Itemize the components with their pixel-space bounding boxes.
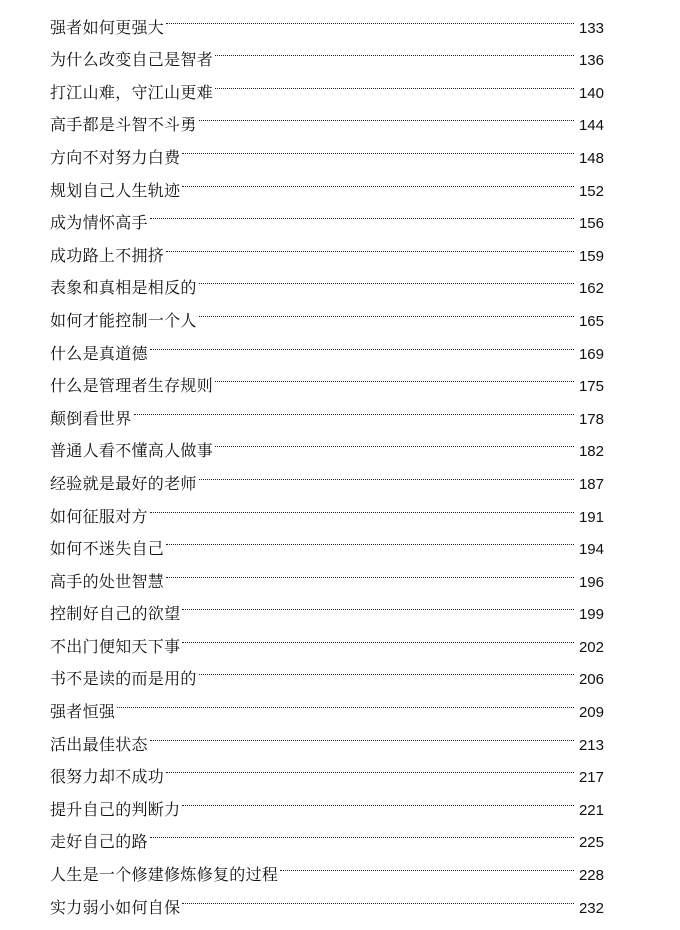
toc-dot-leader <box>150 717 574 750</box>
toc-entry-title: 走好自己的路 <box>50 832 148 852</box>
toc-entry-title: 如何征服对方 <box>50 506 148 526</box>
toc-entry-page-number: 232 <box>578 899 604 917</box>
toc-entry-title: 颠倒看世界 <box>50 408 132 428</box>
toc-dot-leader <box>166 522 574 555</box>
toc-dot-leader <box>280 847 574 880</box>
toc-dot-leader <box>182 880 574 913</box>
toc-dot-leader <box>182 163 574 196</box>
toc-entry-title: 表象和真相是相反的 <box>50 278 197 298</box>
toc-entry-page-number: 228 <box>578 867 604 885</box>
toc-entry-page-number: 221 <box>578 801 604 819</box>
toc-dot-leader <box>199 652 574 685</box>
toc-entry-page-number: 136 <box>578 52 604 70</box>
toc-dot-leader <box>150 489 574 522</box>
toc-entry-page-number: 178 <box>578 410 604 428</box>
toc-entry-page-number: 175 <box>578 378 604 396</box>
toc-entry-title: 成功路上不拥挤 <box>50 245 165 265</box>
toc-entry-title: 人生是一个修建修炼修复的过程 <box>50 865 279 885</box>
toc-entry-title: 强者如何更强大 <box>50 17 165 37</box>
toc-dot-leader <box>166 750 574 783</box>
toc-dot-leader <box>182 619 574 652</box>
toc-dot-leader <box>150 815 574 848</box>
toc-dot-leader <box>215 33 574 66</box>
toc-entry-page-number: 152 <box>578 182 604 200</box>
toc-entry[interactable] <box>50 684 604 722</box>
toc-entry-title: 活出最佳状态 <box>50 734 148 754</box>
toc-dot-leader <box>215 424 574 457</box>
toc-entry-page-number: 196 <box>578 573 604 591</box>
toc-entry-title: 书不是读的而是用的 <box>50 669 197 689</box>
toc-entry-title: 普通人看不懂高人做事 <box>50 441 214 461</box>
toc-entry-title: 高手都是斗智不斗勇 <box>50 115 197 135</box>
toc-dot-leader <box>150 196 574 229</box>
toc-entry-page-number: 206 <box>578 671 604 689</box>
toc-dot-leader <box>199 98 574 131</box>
toc-entry-page-number: 133 <box>578 19 604 37</box>
toc-dot-leader <box>134 391 574 424</box>
toc-entry[interactable] <box>50 0 604 37</box>
toc-entry-page-number: 194 <box>578 541 604 559</box>
toc-dot-leader <box>166 0 574 33</box>
toc-entry-page-number: 182 <box>578 443 604 461</box>
toc-entry[interactable] <box>50 424 604 461</box>
toc-entry-page-number: 199 <box>578 606 604 624</box>
toc-dot-leader <box>150 326 574 359</box>
toc-entry-page-number: 156 <box>578 215 604 233</box>
toc-dot-leader <box>117 684 574 717</box>
toc-entry-page-number: 162 <box>578 280 604 298</box>
toc-entry[interactable] <box>50 391 604 428</box>
toc-entry-page-number: 191 <box>578 508 604 526</box>
toc-entry-title: 经验就是最好的老师 <box>50 473 197 493</box>
toc-entry-title: 规划自己人生轨迹 <box>50 180 181 200</box>
toc-entry-page-number: 217 <box>578 769 604 787</box>
toc-dot-leader <box>166 228 574 261</box>
toc-entry-page-number: 202 <box>578 638 604 656</box>
toc-dot-leader <box>182 782 574 815</box>
toc-dot-leader <box>182 587 574 620</box>
toc-entry-title: 方向不对努力白费 <box>50 147 181 167</box>
toc-entry-title: 如何才能控制一个人 <box>50 310 197 330</box>
toc-entry-page-number: 148 <box>578 149 604 167</box>
toc-dot-leader <box>199 456 574 489</box>
toc-entry[interactable] <box>50 717 604 754</box>
toc-entry-page-number: 159 <box>578 247 604 265</box>
toc-entry-title: 为什么改变自己是智者 <box>50 50 214 70</box>
toc-entry-title: 什么是真道德 <box>50 343 148 363</box>
toc-dot-leader <box>182 130 574 163</box>
toc-dot-leader <box>215 359 574 392</box>
toc-entry-page-number: 169 <box>578 345 604 363</box>
toc-entry-title: 强者恒强 <box>50 702 116 722</box>
toc-entry-title: 控制好自己的欲望 <box>50 604 181 624</box>
toc-entry-title: 不出门便知天下事 <box>50 636 181 656</box>
toc-entry-title: 什么是管理者生存规则 <box>50 376 214 396</box>
toc-dot-leader <box>199 261 574 294</box>
toc-entry-title: 提升自己的判断力 <box>50 799 181 819</box>
toc-dot-leader <box>199 293 574 326</box>
toc-dot-leader <box>166 554 574 587</box>
table-of-contents <box>50 0 604 917</box>
toc-entry-page-number: 140 <box>578 84 604 102</box>
toc-dot-leader <box>215 65 574 98</box>
toc-entry-title: 如何不迷失自己 <box>50 539 165 559</box>
toc-entry-title: 打江山难，守江山更难 <box>50 82 214 102</box>
toc-entry-title: 成为情怀高手 <box>50 213 148 233</box>
toc-entry-page-number: 209 <box>578 704 604 722</box>
toc-entry-title: 高手的处世智慧 <box>50 571 165 591</box>
toc-entry-page-number: 213 <box>578 736 604 754</box>
toc-entry-title: 实力弱小如何自保 <box>50 897 181 917</box>
toc-entry-page-number: 144 <box>578 117 604 135</box>
toc-entry-title: 很努力却不成功 <box>50 767 165 787</box>
toc-entry-page-number: 225 <box>578 834 604 852</box>
toc-entry-page-number: 187 <box>578 475 604 493</box>
toc-entry-page-number: 165 <box>578 312 604 330</box>
